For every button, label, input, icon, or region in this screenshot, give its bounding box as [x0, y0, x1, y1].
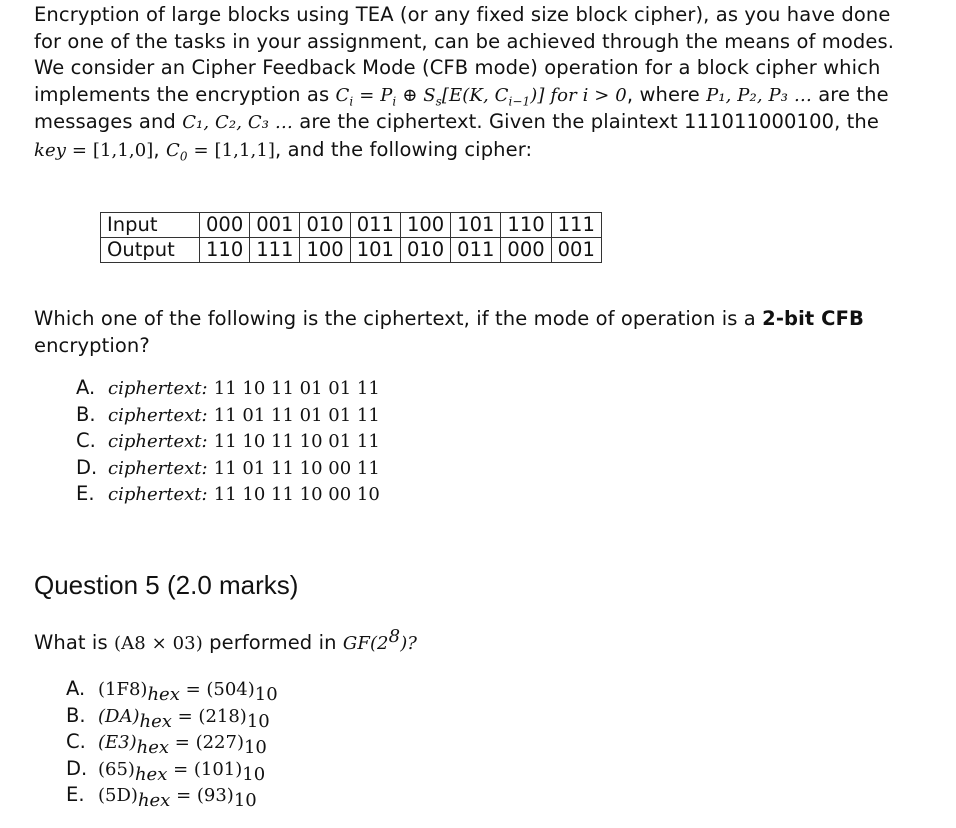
output-cell: 101	[350, 238, 400, 263]
q4-intro-text-6: , and the following cipher:	[275, 137, 533, 161]
q4-option-c[interactable]: C. ciphertext: 11 10 11 10 01 11	[76, 429, 380, 452]
q4-intro-text-2: , where	[626, 82, 707, 106]
output-cell: 001	[551, 238, 601, 263]
c0-value: = [1,1,1]	[187, 139, 276, 161]
cipher-input-row	[101, 213, 602, 238]
q4-option-d[interactable]: D. ciphertext: 11 01 11 10 00 11	[76, 455, 380, 479]
q4-prompt-bold: 2-bit CFB	[762, 307, 864, 330]
formula-c-i: $C_i = P_i$ ⊕ $S_s[E(K$, $C_{i-1}$)] for i > 0	[335, 84, 627, 109]
output-label: Output	[101, 238, 200, 263]
q4-intro-text-4: are the ciphertext. Given the plaintext 111011000100, the	[292, 110, 879, 133]
input-cell: 010	[300, 213, 350, 238]
output-cell: 010	[400, 238, 450, 263]
q5-field: $GF(2^8)$?	[342, 626, 418, 654]
key-label: key	[34, 139, 67, 161]
c-sequence: C₁, C₂, C₃ …	[182, 112, 293, 133]
cipher-output-row	[101, 238, 602, 263]
input-label: Input	[101, 213, 200, 238]
q4-option-a[interactable]: A. ciphertext: 11 10 11 01 01 11	[76, 376, 380, 399]
output-cell: 110	[200, 238, 250, 263]
output-cell: 111	[250, 238, 300, 263]
q5-option-d[interactable]: D. $(65)_{hex} = (101)_{10}$	[66, 756, 266, 785]
question-5-heading: Question 5 (2.0 marks)	[34, 570, 299, 600]
q5-option-b[interactable]: B. $(DA)_{hex} = (218)_{10}$	[66, 703, 270, 732]
q4-intro-text-1: Encryption of large blocks using TEA (or any fixed size block cipher), as you have done for one of the tasks in your assignment, can be achieved through the means of modes. We consider an Cipher Feedback Mode (CFB mode) operation for a block cipher which implements the encryption as	[34, 3, 895, 106]
q5-option-e[interactable]: E. $(5D)_{hex} = (93)_{10}$	[66, 783, 257, 811]
input-cell: 101	[451, 213, 501, 238]
p-sequence: P₁, P₂, P₃ …	[706, 84, 812, 106]
q5-option-a[interactable]: A. $(1F8)_{hex} = (504)_{10}$	[66, 677, 278, 705]
q5-prompt: What is (A8 × 03) performed in $GF(2^8)$?	[34, 626, 418, 654]
q4-option-e[interactable]: E. ciphertext: 11 10 11 10 00 10	[76, 482, 380, 505]
q4-intro	[34, 2, 914, 164]
q4-intro-text-3: are the messages and	[34, 82, 889, 133]
q4-prompt: Which one of the following is the ciphertext, if the mode of operation is a 2-bit CFB encryption?	[34, 307, 864, 357]
input-cell: 111	[551, 213, 601, 238]
q4-option-b[interactable]: B. ciphertext: 11 01 11 01 01 11	[76, 402, 380, 426]
q4-intro-text-5: ,	[153, 137, 167, 161]
input-cell: 100	[400, 213, 450, 238]
q5-option-c[interactable]: C. $(E3)_{hex} = (227)_{10}$	[66, 730, 267, 758]
key-value: = [1,1,0]	[66, 139, 154, 161]
cipher-table	[100, 212, 602, 263]
input-cell: 001	[250, 213, 300, 238]
output-cell: 100	[300, 238, 350, 263]
q5-options	[66, 676, 278, 809]
c0-label: $C_0$	[166, 139, 188, 164]
output-cell: 000	[501, 238, 551, 263]
output-cell: 011	[451, 238, 501, 263]
q4-options	[76, 375, 380, 508]
input-cell: 011	[350, 213, 400, 238]
input-cell: 110	[501, 213, 551, 238]
input-cell: 000	[200, 213, 250, 238]
q5-expression: (A8 × 03)	[114, 633, 203, 654]
